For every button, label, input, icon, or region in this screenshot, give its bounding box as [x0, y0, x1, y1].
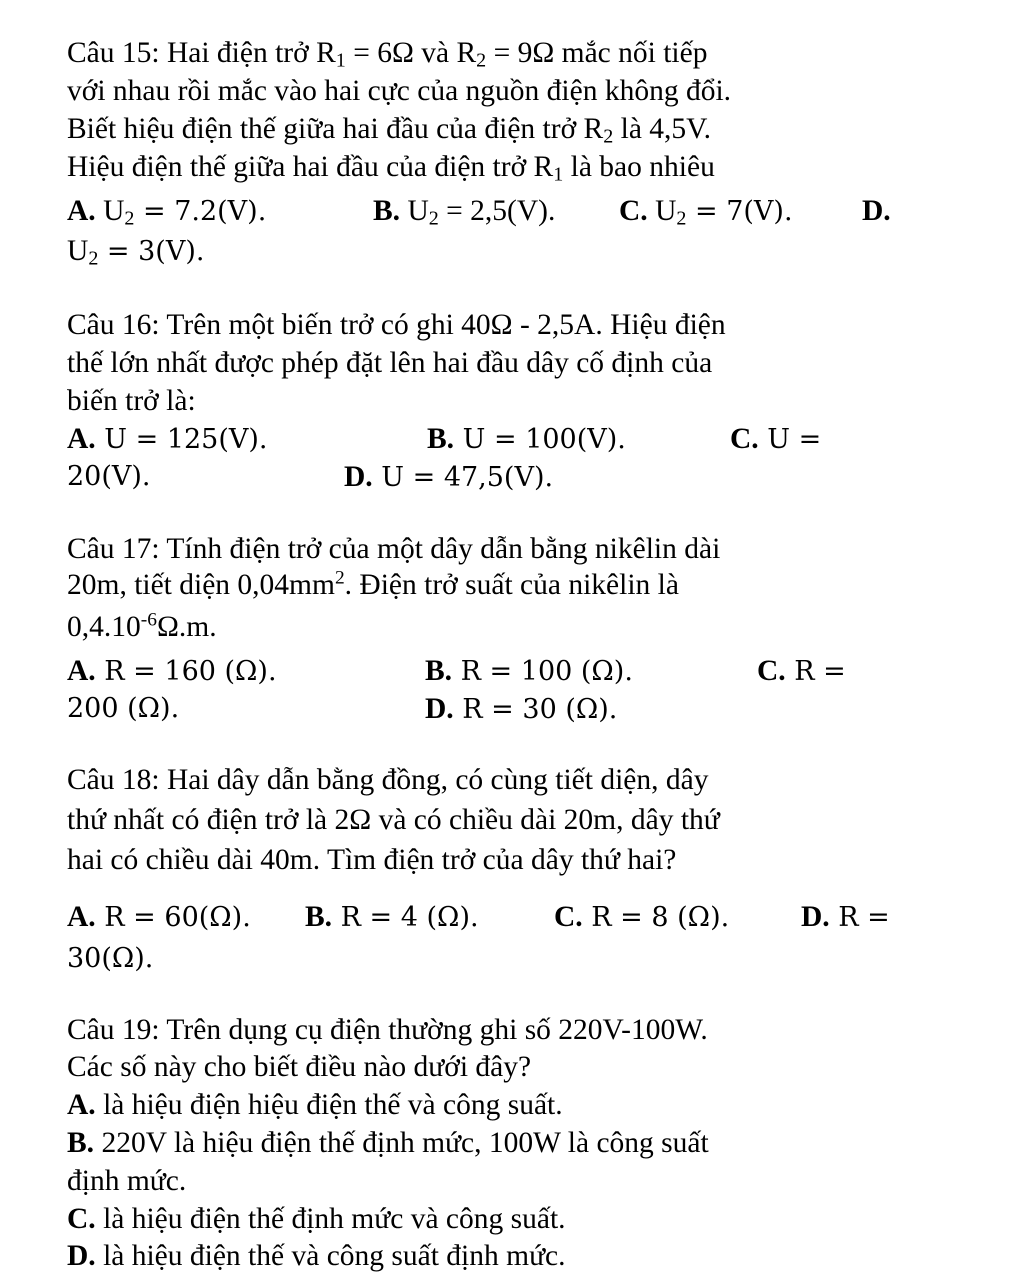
q15-option-a: A. $U_2 = 7.2(V)$. — [67, 195, 267, 230]
q18-option-d: D. R = — [801, 901, 890, 933]
q17-option-c-continued: 200 (Ω). — [67, 693, 180, 724]
q18-option-d-continued: 30(Ω). — [67, 943, 154, 974]
q17-option-a: A. R = 160 (Ω). — [67, 655, 277, 687]
q19-line-1: Câu 19: Trên dụng cụ điện thường ghi số 220V-100W. — [67, 1014, 708, 1046]
q18-option-a: A. R = 60(Ω). — [67, 901, 251, 933]
q16-line-3: biến trở là: — [67, 385, 196, 417]
q17-line-1: Câu 17: Tính điện trở của một dây dẫn bằng nikêlin dài — [67, 533, 721, 565]
q18-line-2: thứ nhất có điện trở là 2Ω và có chiều dài 20m, dây thứ — [67, 804, 720, 836]
q15-line-4: Hiệu điện thế giữa hai đầu của điện trở $R_1$ là bao nhiêu — [67, 151, 715, 186]
q17-option-d: D. R = 30 (Ω). — [425, 693, 618, 725]
q17-line-2: 20m, tiết diện $0,04mm^2$. Điện trở suất của nikêlin là — [67, 567, 679, 601]
q15-option-d-key: D. — [862, 195, 891, 227]
q19-option-c: C. là hiệu điện thế định mức và công suất. — [67, 1203, 566, 1235]
q19-option-b-continued: định mức. — [67, 1165, 187, 1197]
q15-line-3: Biết hiệu điện thế giữa hai đầu của điện trở $R_2$ là 4,5V. — [67, 113, 712, 148]
q16-option-c: C. U = — [730, 423, 822, 455]
q15-option-d: $U_2 = 3(V)$. — [67, 235, 205, 270]
q18-line-3: hai có chiều dài 40m. Tìm điện trở của dây thứ hai? — [67, 844, 677, 876]
q18-line-1: Câu 18: Hai dây dẫn bằng đồng, có cùng tiết diện, dây — [67, 764, 709, 796]
q15-option-b: B. $U_2 = 2,5(V)$. — [373, 195, 556, 230]
q18-option-b: B. R = 4 (Ω). — [305, 901, 479, 933]
q16-option-d: D. U = 47,5(V). — [344, 461, 554, 493]
q19-option-d: D. là hiệu điện thế và công suất định mức. — [67, 1240, 566, 1272]
q17-option-c: C. R = — [757, 655, 846, 687]
q19-line-2: Các số này cho biết điều nào dưới đây? — [67, 1051, 532, 1083]
q17-option-b: B. R = 100 (Ω). — [425, 655, 633, 687]
q16-line-1: Câu 16: Trên một biến trở có ghi 40Ω - 2,5A. Hiệu điện — [67, 309, 726, 341]
q15-option-c: C. $U_2 = 7(V)$. — [619, 195, 793, 230]
q16-option-b: B. U = 100(V). — [427, 423, 626, 455]
q17-line-3: $0,4.10^{-6}\Omega.m$. — [67, 609, 217, 643]
q16-option-c-continued: 20(V). — [67, 461, 151, 492]
q18-option-c: C. R = 8 (Ω). — [554, 901, 730, 933]
q19-option-a: A. là hiệu điện hiệu điện thế và công suất. — [67, 1089, 563, 1121]
q19-option-b: B. 220V là hiệu điện thế định mức, 100W là công suất — [67, 1127, 709, 1159]
q16-option-a: A. U = 125(V). — [67, 423, 268, 455]
q16-line-2: thế lớn nhất được phép đặt lên hai đầu dây cố định của — [67, 347, 713, 379]
q15-line-2: với nhau rồi mắc vào hai cực của nguồn điện không đổi. — [67, 75, 732, 107]
q15-line-1: Câu 15: Hai điện trở $R_1 = 6\Omega$ và $R_2 = 9\Omega$ mắc nối tiếp — [67, 37, 708, 72]
